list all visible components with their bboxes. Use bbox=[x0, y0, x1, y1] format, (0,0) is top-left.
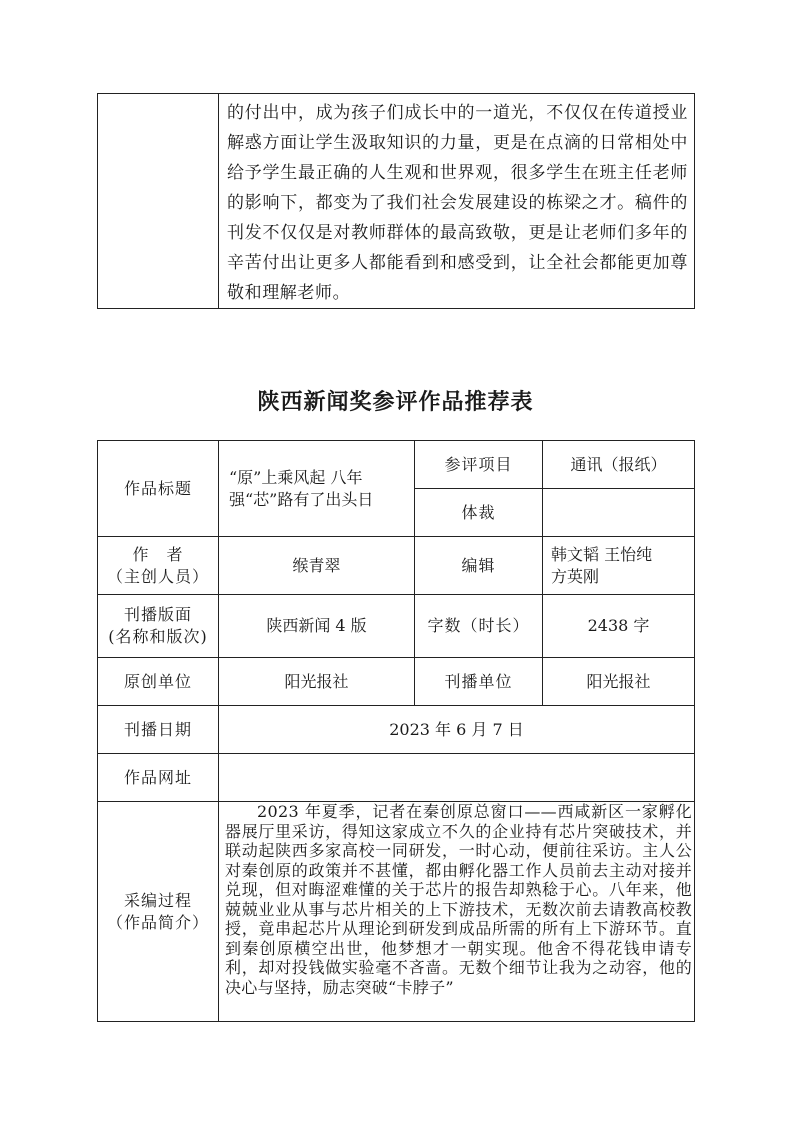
process-value-cell bbox=[219, 802, 695, 1022]
page-label bbox=[98, 595, 219, 658]
process-text: 2023 年夏季，记者在秦创原总窗口——西咸新区一家孵化器展厅里采访，得知这家成立不久的企业持有芯片突破技术，并联动起陕西多家高校一同研发，一时心动，便前往采访。主人公对秦创原的政策并不甚懂，都由孵化器工作人员前去主动对接并兑现，但对晦涩难懂的关于芯片的报告却熟稔于心。八年来，他兢兢业业从事与芯片相关的上下游技术，无数次前去请教高校教授，竟串起芯片从理论到研发到成品所需的所有上下游环节。直到秦创原横空出世，他梦想才一朝实现。他舍不得花钱申请专利，却对投钱做实验毫不吝啬。无数个细节让我为之动容，他的决心与坚持，励志突破“卡脖子” bbox=[225, 802, 692, 997]
publish-unit-value: 阳光报社 bbox=[543, 658, 695, 706]
category-label: 参评项目 bbox=[415, 441, 543, 489]
editor-line1: 韩文韬 王怡纯 bbox=[551, 544, 653, 564]
editor-value bbox=[543, 537, 695, 595]
process-label-line1: 采编过程 bbox=[123, 890, 192, 910]
form-title: 陕西新闻奖参评作品推荐表 bbox=[257, 390, 534, 415]
process-label-line2: （作品简介） bbox=[106, 912, 209, 932]
continuation-label-cell bbox=[98, 94, 219, 309]
author-label bbox=[98, 537, 219, 595]
publish-date-value: 2023 年 6 月 7 日 bbox=[219, 706, 695, 754]
origin-unit-label: 原创单位 bbox=[98, 658, 219, 706]
recommendation-form-table bbox=[97, 440, 695, 1022]
genre-label: 体裁 bbox=[415, 489, 543, 537]
page-value: 陕西新闻 4 版 bbox=[219, 595, 415, 658]
editor-line2: 方英刚 bbox=[551, 566, 600, 586]
continuation-content-cell bbox=[219, 94, 695, 309]
author-value: 缑青翠 bbox=[219, 537, 415, 595]
author-label-line2: （主创人员） bbox=[106, 566, 209, 586]
work-title-line1: “原”上乘风起 八年 bbox=[229, 467, 363, 487]
work-title-line2: 强“芯”路有了出头日 bbox=[229, 489, 374, 509]
url-value bbox=[219, 754, 695, 802]
genre-value bbox=[543, 489, 695, 537]
origin-unit-value: 阳光报社 bbox=[219, 658, 415, 706]
process-label bbox=[98, 802, 219, 1022]
author-label-line1: 作 者 bbox=[132, 544, 184, 564]
publish-unit-label: 刊播单位 bbox=[415, 658, 543, 706]
editor-label: 编辑 bbox=[415, 537, 543, 595]
page-label-line1: 刊播版面 bbox=[123, 605, 192, 624]
page-label-line2: (名称和版次) bbox=[108, 627, 208, 646]
word-count-value: 2438 字 bbox=[543, 595, 695, 658]
publish-date-label: 刊播日期 bbox=[98, 706, 219, 754]
continuation-table bbox=[97, 93, 695, 309]
word-count-label: 字数（时长） bbox=[415, 595, 543, 658]
work-title-label: 作品标题 bbox=[98, 441, 219, 537]
category-value: 通讯（报纸） bbox=[543, 441, 695, 489]
work-title-value bbox=[219, 441, 415, 537]
continuation-text: 的付出中，成为孩子们成长中的一道光，不仅仅在传道授业解惑方面让学生汲取知识的力量，更是在点滴的日常相处中给予学生最正确的人生观和世界观，很多学生在班主任老师的影响下，都变为了我们社会发展建设的栋梁之才。稿件的刊发不仅仅是对教师群体的最高致敬，更是让老师们多年的辛苦付出让更多人都能看到和感受到，让全社会都能更加尊敬和理解老师。 bbox=[227, 103, 688, 303]
url-label: 作品网址 bbox=[98, 754, 219, 802]
